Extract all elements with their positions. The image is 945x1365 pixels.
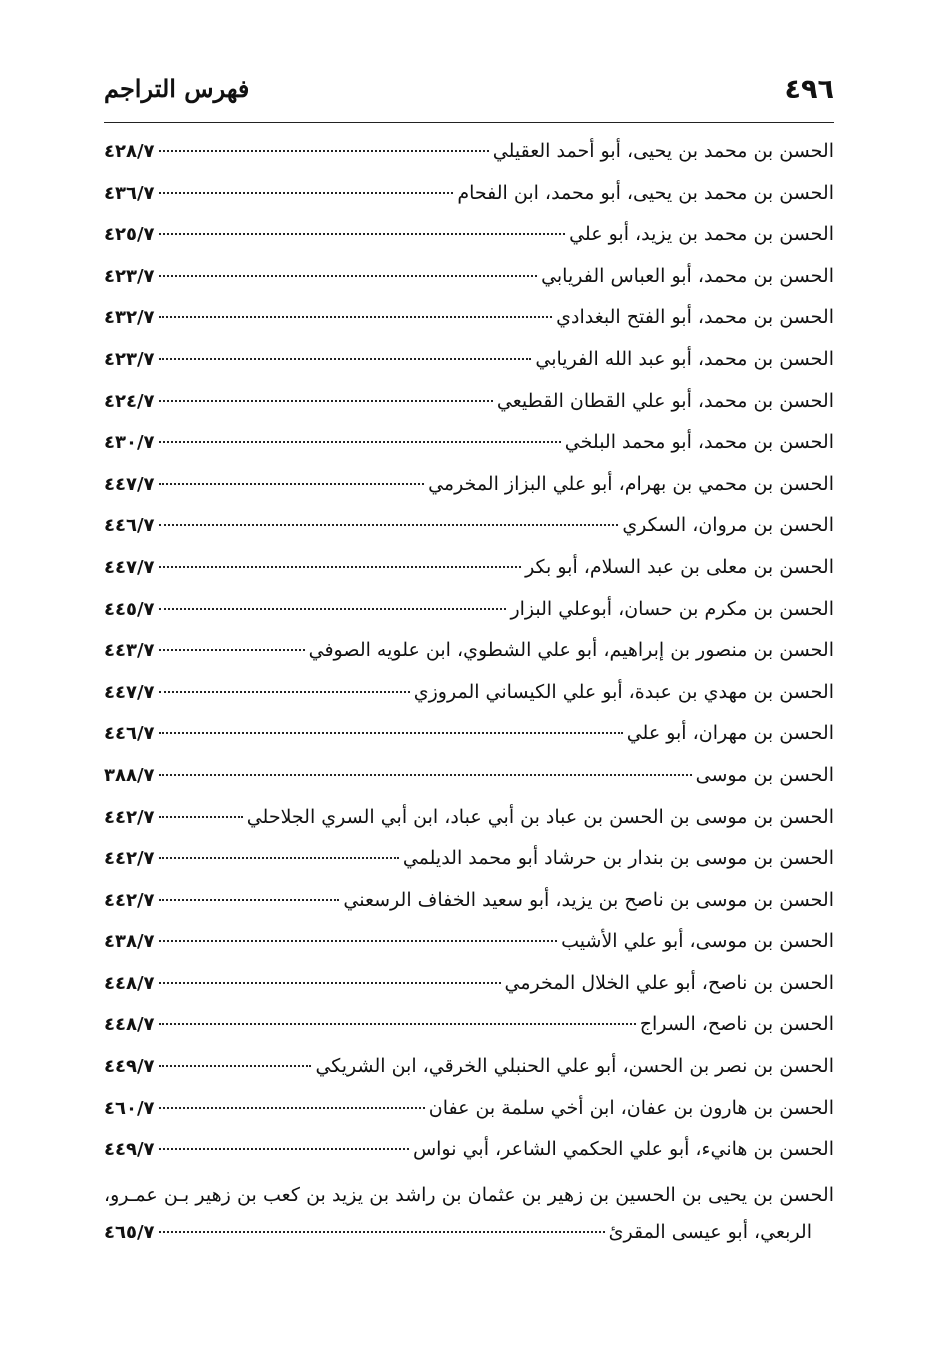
page-header (104, 74, 834, 114)
leader-dots (159, 316, 553, 318)
entry-reference: ٤٤٩/٧ (104, 1056, 155, 1078)
leader-dots (159, 1023, 636, 1025)
entry-name: الحسن بن معلى بن عبد السلام، أبو بكر (525, 555, 834, 578)
index-entry (104, 306, 834, 348)
entry-reference: ٤٣٦/٧ (104, 182, 155, 204)
leader-dots (159, 233, 566, 235)
index-entry (104, 806, 834, 848)
entry-reference: ٤٤٢/٧ (104, 889, 155, 911)
entry-reference: ٤٤٩/٧ (104, 1139, 155, 1161)
entry-reference: ٤٤٦/٧ (104, 723, 155, 745)
leader-dots (159, 400, 493, 402)
index-entry (104, 473, 834, 515)
leader-dots (159, 1065, 312, 1067)
entry-name: الحسن بن ناصح، أبو علي الخلال المخرمي (504, 971, 834, 994)
entry-name: الحسن بن هارون بن عفان، ابن أخي سلمة بن عفان (428, 1096, 834, 1119)
entry-name: الحسن بن محمد، أبو محمد البلخي (564, 431, 834, 454)
leader-dots (159, 483, 425, 485)
index-entry-multiline (104, 1180, 834, 1263)
index-entry (104, 598, 834, 640)
entry-name: الحسن بن محمد، أبو عبد الله الفريابي (535, 347, 834, 370)
entry-name: الحسن بن مروان، السكري (622, 514, 834, 537)
entry-reference: ٤٤٨/٧ (104, 1014, 155, 1036)
page-number: ٤٩٦ (784, 74, 834, 105)
leader-dots (159, 982, 501, 984)
entry-name: الحسن بن موسى بن الحسن بن عباد بن أبي عباد، ابن أبي السري الجلاحلي (246, 805, 834, 828)
entry-name: الحسن بن موسى، أبو علي الأشيب (561, 930, 834, 953)
leader-dots (159, 857, 399, 859)
leader-dots (159, 275, 538, 277)
entry-name: الحسن بن نصر بن الحسن، أبو علي الحنبلي الخرقي، ابن الشريكي (315, 1055, 834, 1078)
entry-name: الحسن بن مهران، أبو علي (626, 722, 834, 745)
entry-name-line2: الربعي، أبو عيسى المقرئ (608, 1221, 812, 1244)
index-entry (104, 140, 834, 182)
entry-name: الحسن بن محمد، أبو العباس الفريابي (541, 264, 834, 287)
leader-dots (159, 816, 243, 818)
index-entry (104, 556, 834, 598)
index-entry (104, 972, 834, 1014)
entry-reference: ٤٢٤/٧ (104, 390, 155, 412)
entry-name: الحسن بن موسى بن بندار بن حرشاد أبو محمد الديلمي (402, 847, 834, 870)
page-title: فهرس التراجم (104, 74, 250, 103)
leader-dots (159, 1107, 425, 1109)
entry-reference: ٣٨٨/٧ (104, 764, 155, 786)
leader-dots (159, 192, 454, 194)
index-entry (104, 1013, 834, 1055)
entry-name: الحسن بن محمي بن بهرام، أبو علي البزاز المخرمي (428, 472, 834, 495)
entry-continuation (104, 1221, 834, 1263)
entry-reference: ٤٤٧/٧ (104, 473, 155, 495)
leader-dots (159, 1148, 409, 1150)
index-entry (104, 348, 834, 390)
leader-dots (159, 649, 305, 651)
leader-dots (159, 608, 507, 610)
entry-reference: ٤٦٥/٧ (104, 1222, 155, 1244)
index-entry (104, 930, 834, 972)
index-entry (104, 764, 834, 806)
leader-dots (159, 358, 532, 360)
leader-dots (159, 774, 692, 776)
index-entry (104, 889, 834, 931)
index-entry (104, 639, 834, 681)
entry-reference: ٤٤٣/٧ (104, 640, 155, 662)
entry-reference: ٤٤٦/٧ (104, 515, 155, 537)
entry-reference: ٤٢٥/٧ (104, 224, 155, 246)
leader-dots (159, 899, 340, 901)
index-entry (104, 182, 834, 224)
entry-reference: ٤٣٢/٧ (104, 307, 155, 329)
index-entry (104, 1055, 834, 1097)
entry-reference: ٤٢٣/٧ (104, 348, 155, 370)
entry-name: الحسن بن موسى بن ناصح بن يزيد، أبو سعيد الخفاف الرسعني (343, 888, 834, 911)
header-divider (104, 122, 834, 123)
index-entry (104, 390, 834, 432)
entry-name: الحسن بن مكرم بن حسان، أبوعلي البزار (510, 597, 834, 620)
index-entry (104, 431, 834, 473)
leader-dots (159, 150, 489, 152)
entry-reference: ٤٢٣/٧ (104, 265, 155, 287)
entry-name: الحسن بن محمد، أبو الفتح البغدادي (556, 306, 834, 329)
entry-name-line1: الحسن بن يحيى بن الحسين بن زهير بن عثمان بن راشد بن يزيد بن كعب بن زهير بـن عمـرو، (104, 1183, 834, 1206)
leader-dots (159, 940, 558, 942)
entry-reference: ٤٤٧/٧ (104, 556, 155, 578)
entry-reference: ٤٢٨/٧ (104, 141, 155, 162)
entry-name: الحسن بن موسى (695, 763, 834, 786)
leader-dots (159, 691, 410, 693)
index-entry (104, 265, 834, 307)
index-entry (104, 681, 834, 723)
entry-name: الحسن بن محمد بن يحيى، أبو محمد، ابن الفحام (457, 181, 834, 204)
leader-dots (159, 732, 623, 734)
index-entry (104, 514, 834, 556)
leader-dots (159, 524, 619, 526)
index-entry (104, 1138, 834, 1180)
index-entries (104, 140, 834, 1263)
entry-name: الحسن بن محمد بن يزيد، أبو علي (569, 223, 834, 246)
index-entry (104, 722, 834, 764)
entry-reference: ٤٦٠/٧ (104, 1097, 155, 1119)
entry-reference: ٤٣٠/٧ (104, 432, 155, 454)
entry-reference: ٤٣٨/٧ (104, 931, 155, 953)
entry-reference: ٤٤٧/٧ (104, 681, 155, 703)
leader-dots (159, 441, 561, 443)
leader-dots (159, 566, 522, 568)
entry-name: الحسن بن محمد بن يحيى، أبو أحمد العقيلي (492, 140, 834, 162)
entry-reference: ٤٤٨/٧ (104, 972, 155, 994)
entry-name: الحسن بن ناصح، السراج (639, 1013, 834, 1036)
entry-reference: ٤٤٢/٧ (104, 806, 155, 828)
index-entry (104, 847, 834, 889)
index-entry (104, 1097, 834, 1139)
entry-reference: ٤٤٢/٧ (104, 848, 155, 870)
entry-name: الحسن بن محمد، أبو علي القطان القطيعي (496, 389, 834, 412)
entry-name: الحسن بن مهدي بن عبدة، أبو علي الكيساني المروزي (413, 680, 834, 703)
entry-name: الحسن بن منصور بن إبراهيم، أبو علي الشطوي، ابن علويه الصوفي (308, 639, 834, 662)
index-entry (104, 223, 834, 265)
entry-reference: ٤٤٥/٧ (104, 598, 155, 620)
leader-dots (159, 1231, 605, 1233)
entry-name: الحسن بن هانيء، أبو علي الحكمي الشاعر، أبي نواس (412, 1138, 834, 1161)
